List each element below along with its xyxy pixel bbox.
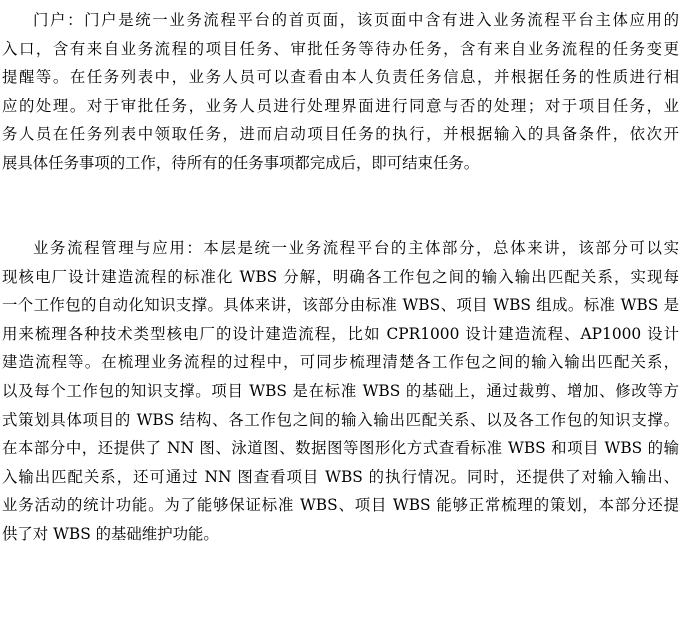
text-line: 务人员在任务列表中领取任务，进而启动项目任务的执行，并根据输入的具备条件，依次开: [2, 125, 679, 144]
text-line: 供了对 WBS 的基础维护功能。: [2, 524, 219, 543]
text-line: 展具体任务事项的工作，待所有的任务事项都完成后，即可结束任务。: [2, 153, 480, 172]
text-line: 门户：门户是统一业务流程平台的首页面，该页面中含有进入业务流程平台主体应用的: [33, 11, 679, 29]
text-line: 以及每个工作包的知识支撑。项目 WBS 是在标准 WBS 的基础上，通过裁剪、增加、修改等方: [2, 381, 679, 400]
text-line: 建造流程等。在梳理业务流程的过程中，可同步梳理清楚各工作包之间的输入输出匹配关系，: [2, 353, 679, 372]
text-line: 入输出匹配关系，还可通过 NN 图查看项目 WBS 的执行情况。同时，还提供了对输入输出、: [2, 467, 679, 486]
text-line: 业务活动的统计功能。为了能够保证标准 WBS、项目 WBS 能够正常梳理的策划，本部分还提: [2, 496, 679, 515]
text-line: 现核电厂设计建造流程的标准化 WBS 分解，明确各工作包之间的输入输出匹配关系，实现每: [2, 267, 679, 286]
text-line: 一个工作包的自动化知识支撑。具体来讲，该部分由标准 WBS、项目 WBS 组成。标准 WBS 是: [2, 296, 679, 315]
text-line: 提醒等。在任务列表中，业务人员可以查看由本人负责任务信息，并根据任务的性质进行相: [2, 68, 679, 87]
text-line: 在本部分中，还提供了 NN 图、泳道图、数据图等图形化方式查看标准 WBS 和项目 WBS 的输: [2, 439, 679, 458]
text-line: 业务流程管理与应用：本层是统一业务流程平台的主体部分，总体来讲，该部分可以实: [33, 239, 679, 257]
text-line: 式策划具体项目的 WBS 结构、各工作包之间的输入输出匹配关系、以及各工作包的知识支撑。: [2, 410, 679, 429]
paragraph-portal: [0, 6, 679, 178]
text-line: 应的处理。对于审批任务，业务人员进行处理界面进行同意与否的处理；对于项目任务，业: [2, 96, 679, 115]
text-line: 用来梳理各种技术类型核电厂的设计建造流程，比如 CPR1000 设计建造流程、AP1000 设计: [2, 324, 679, 343]
text-line: 入口，含有来自业务流程的项目任务、审批任务等待办任务，含有来自业务流程的任务变更: [2, 39, 679, 58]
paragraph-process-management: [0, 234, 679, 549]
